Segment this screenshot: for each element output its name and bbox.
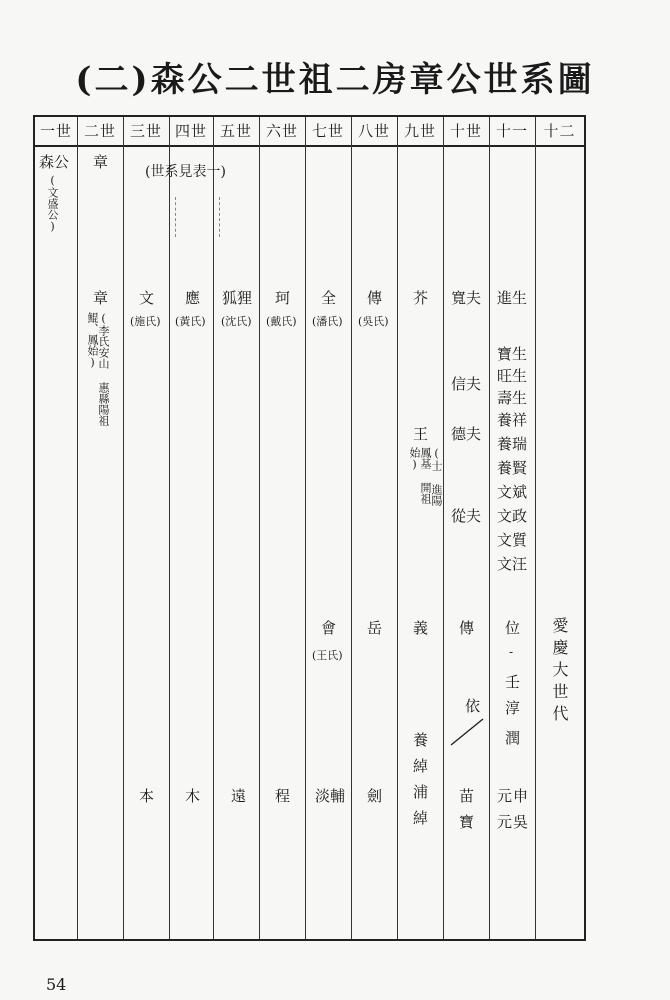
- name-yuan-1: 元: [497, 787, 513, 805]
- column-divider: [169, 117, 170, 939]
- column-divider: [443, 117, 444, 939]
- header-gen-12: 十二: [543, 122, 576, 140]
- name-chuan-10: 傳: [459, 619, 475, 637]
- header-gen-2: 二世: [83, 122, 116, 140]
- header-gen-7: 七世: [311, 122, 344, 140]
- column-divider: [397, 117, 398, 939]
- name-yi: 義: [413, 619, 429, 637]
- header-gen-3: 三世: [129, 122, 162, 140]
- generation-header-row: [35, 117, 584, 147]
- column-divider: [351, 117, 352, 939]
- name-mu: 木: [185, 787, 201, 805]
- name-wu: 吳: [513, 813, 529, 831]
- header-gen-10: 十世: [449, 122, 482, 140]
- name-ben: 本: [139, 787, 155, 805]
- ancestor-sen-note: (文盛公): [46, 174, 59, 233]
- huli-wife: (沈氏): [221, 315, 252, 328]
- column-divider: [489, 117, 490, 939]
- name-bao: 寶: [459, 813, 475, 831]
- name-yuan-far: 遠: [231, 787, 247, 805]
- name-chuan: 傳: [367, 289, 383, 307]
- zhang-note: (李氏安山 惠縣陽祖 鯤、鳳始): [86, 312, 110, 426]
- name-yangxian: 養賢: [497, 459, 528, 477]
- name-yuan-2: 元: [497, 813, 513, 831]
- wang-note: (士 進陽 鳳基 開祖 始): [408, 447, 443, 506]
- header-gen-8: 八世: [357, 122, 390, 140]
- column-divider: [213, 117, 214, 939]
- name-ren: 壬: [505, 673, 521, 691]
- name-wenbin: 文斌: [497, 483, 528, 501]
- name-ying: 應: [185, 289, 201, 307]
- note-see-table: (世系見表一): [145, 164, 226, 180]
- name-hui: 會: [321, 619, 337, 637]
- column-divider: [77, 117, 78, 939]
- chuan-wife: (吳氏): [358, 315, 389, 328]
- ying-wife: (黃氏): [175, 315, 206, 328]
- branch-slash-line: [449, 717, 485, 747]
- name-wei: 位: [505, 619, 521, 637]
- name-zhang-top: 章: [93, 153, 109, 171]
- name-chuo-2: 綽: [413, 809, 429, 827]
- hui-wife: (王氏): [312, 649, 343, 662]
- header-gen-5: 五世: [219, 122, 252, 140]
- name-yangxiang: 養祥: [497, 411, 528, 429]
- name-run: 潤: [505, 729, 521, 747]
- name-shousheng: 壽生: [497, 389, 528, 407]
- name-wang: 王: [413, 425, 429, 443]
- name-chun: 淳: [505, 699, 521, 717]
- column-divider: [123, 117, 124, 939]
- column-divider: [259, 117, 260, 939]
- name-jinsheng: 進生: [497, 289, 528, 307]
- header-gen-11: 十一: [495, 122, 528, 140]
- name-shen: 申: [513, 787, 529, 805]
- header-gen-1: 一世: [39, 122, 72, 140]
- name-yi-10: 依: [465, 697, 481, 715]
- dashed-connector: [219, 197, 220, 237]
- name-aiqing-generation: 愛慶大世代: [550, 617, 569, 727]
- column-divider: [305, 117, 306, 939]
- name-pu: 浦: [413, 783, 429, 801]
- name-wangsheng: 旺生: [497, 367, 528, 385]
- name-yue: 岳: [367, 619, 383, 637]
- name-chuo: 綽: [413, 757, 429, 775]
- page-title: (二)森公二世祖二房章公世系圖: [75, 60, 595, 100]
- name-congfu: 從夫: [451, 507, 482, 525]
- name-jian: 劍: [367, 787, 383, 805]
- header-gen-9: 九世: [403, 122, 436, 140]
- name-wenwang: 文汪: [497, 555, 528, 573]
- header-gen-4: 四世: [174, 122, 207, 140]
- ancestor-sen: 森公: [39, 153, 70, 171]
- name-zhang: 章: [93, 289, 109, 307]
- name-jie: 芥: [413, 289, 429, 307]
- name-yang-9: 養: [413, 731, 429, 749]
- name-defu: 德夫: [451, 425, 482, 443]
- name-quan: 全: [321, 289, 337, 307]
- name-ke: 珂: [275, 289, 291, 307]
- name-kuanfu: 寬夫: [451, 289, 482, 307]
- name-baosheng: 寶生: [497, 345, 528, 363]
- wen-wife: (施氏): [130, 315, 161, 328]
- name-huli: 狐狸: [222, 289, 253, 307]
- page-number: 54: [46, 975, 67, 994]
- ke-wife: (戴氏): [266, 315, 297, 328]
- name-wen: 文: [139, 289, 155, 307]
- name-wenzheng: 文政: [497, 507, 528, 525]
- name-danfu: 淡輔: [315, 787, 346, 805]
- header-gen-6: 六世: [265, 122, 298, 140]
- quan-wife: (潘氏): [312, 315, 343, 328]
- name-cheng: 程: [275, 787, 291, 805]
- name-yangrui: 養瑞: [497, 435, 528, 453]
- name-miao: 苗: [459, 787, 475, 805]
- dash-mark: -: [509, 645, 514, 659]
- dashed-connector: [175, 197, 176, 237]
- name-xinfu: 信夫: [451, 375, 482, 393]
- column-divider: [535, 117, 536, 939]
- genealogy-chart: [33, 115, 586, 941]
- name-wenzhi: 文質: [497, 531, 528, 549]
